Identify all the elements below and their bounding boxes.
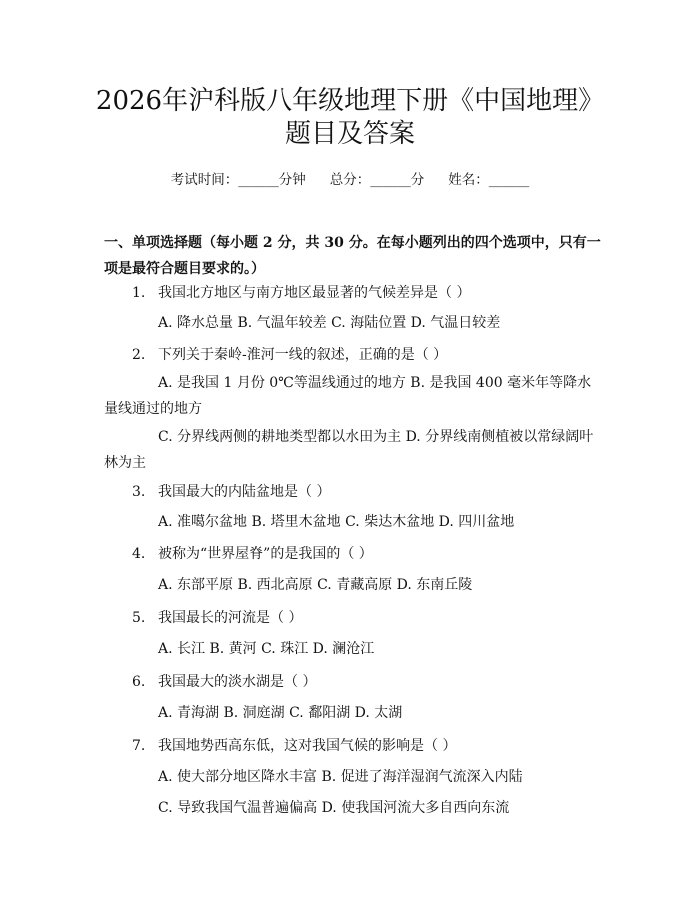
question-text: 被称为“世界屋脊”的是我国的（ ）	[158, 546, 373, 562]
student-name-label: 姓名：______	[448, 172, 530, 188]
question-3	[132, 481, 602, 503]
exam-time-label: 考试时间：______分钟	[170, 172, 306, 188]
page-title: 2026年沪科版八年级地理下册《中国地理》	[95, 86, 605, 116]
question-7-options-cd: C. 导致我国气温普遍偏高 D. 使我国河流大多自西向东流	[158, 800, 510, 816]
question-1-options: A. 降水总量 B. 气温年较差 C. 海陆位置 D. 气温日较差	[158, 315, 501, 331]
question-text: 我国最长的河流是（ ）	[158, 610, 303, 626]
question-number: 2.	[132, 347, 146, 363]
question-text: 我国北方地区与南方地区最显著的气候差异是（ ）	[158, 285, 471, 301]
question-2-options-ab: A. 是我国 1 月份 0℃等温线通过的地方 B. 是我国 400 毫米年等降水量线通过的地方	[104, 375, 592, 417]
question-3-options: A. 准噶尔盆地 B. 塔里木盆地 C. 柴达木盆地 D. 四川盆地	[158, 514, 515, 530]
question-6	[132, 671, 602, 693]
question-7-options-ab: A. 使大部分地区降水丰富 B. 促进了海洋湿润气流深入内陆	[158, 769, 523, 785]
question-number: 3.	[132, 484, 146, 500]
question-7	[132, 735, 602, 757]
question-6-options: A. 青海湖 B. 洞庭湖 C. 鄱阳湖 D. 太湖	[158, 705, 403, 721]
question-number: 6.	[132, 674, 146, 690]
question-text: 下列关于秦岭-淮河一线的叙述，正确的是（ ）	[158, 347, 448, 363]
question-2	[132, 344, 602, 366]
question-text: 我国最大的内陆盆地是（ ）	[158, 484, 331, 500]
question-number: 7.	[132, 738, 146, 754]
page-title-line-2: 题目及答案	[284, 119, 415, 149]
question-5-options: A. 长江 B. 黄河 C. 珠江 D. 澜沧江	[158, 641, 375, 657]
exam-meta	[0, 168, 700, 188]
question-number: 4.	[132, 546, 146, 562]
question-text: 我国地势西高东低，这对我国气候的影响是（ ）	[158, 738, 457, 754]
question-text: 我国最大的淡水湖是（ ）	[158, 674, 317, 690]
question-4-options: A. 东部平原 B. 西北高原 C. 青藏高原 D. 东南丘陵	[158, 577, 473, 593]
question-1	[132, 282, 602, 304]
question-number: 5.	[132, 610, 146, 626]
section-heading: 一、单项选择题（每小题 2 分，共 30 分。在每小题列出的四个选项中，只有一项是最符合题目要求的。）	[104, 235, 601, 277]
question-2-options-cd: C. 分界线两侧的耕地类型都以水田为主 D. 分界线南侧植被以常绿阔叶林为主	[104, 429, 594, 471]
total-score-label: 总分：______分	[329, 172, 425, 188]
question-5	[132, 607, 602, 629]
question-4	[132, 543, 602, 565]
question-number: 1.	[132, 285, 146, 301]
